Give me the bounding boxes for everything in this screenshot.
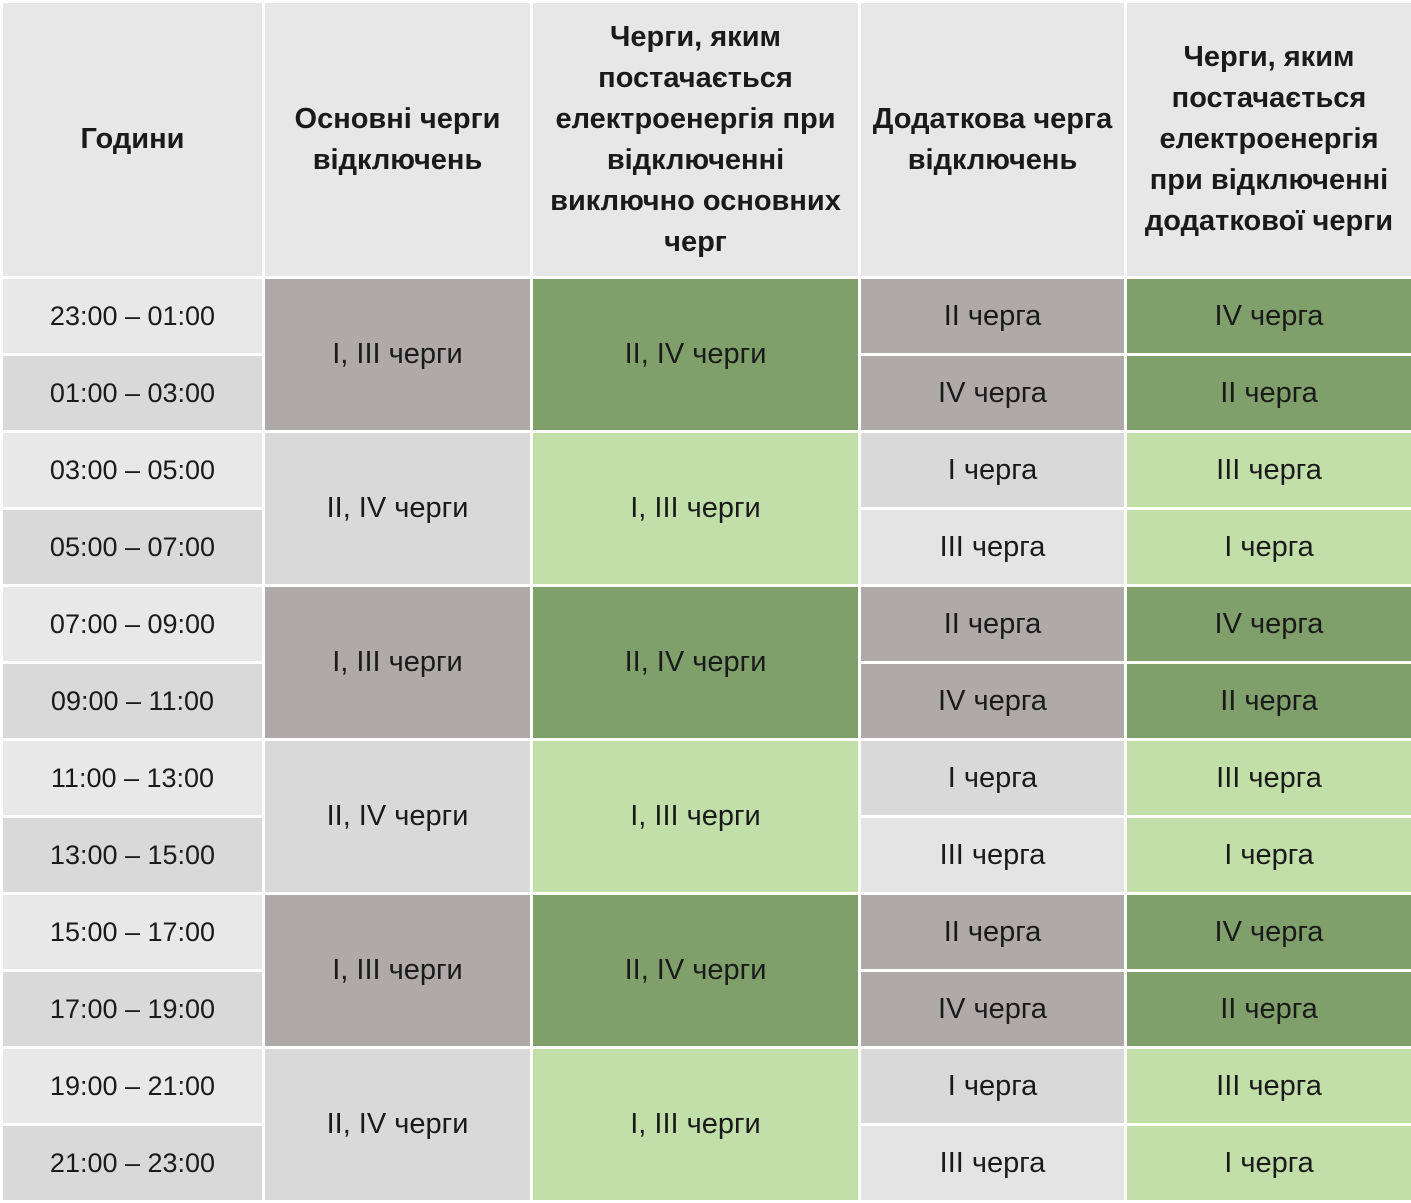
time-slot: 05:00 – 07:00 xyxy=(2,509,264,586)
extra-queue-cell: I черга xyxy=(860,1048,1126,1125)
supplied-extra-cell: II черга xyxy=(1126,663,1411,740)
supplied-main-cell: II, IV черги xyxy=(532,586,860,740)
time-slot: 03:00 – 05:00 xyxy=(2,432,264,509)
main-queues-cell: II, IV черги xyxy=(264,1048,532,1202)
time-slot: 23:00 – 01:00 xyxy=(2,278,264,355)
extra-queue-cell: II черга xyxy=(860,586,1126,663)
header-hours: Години xyxy=(2,2,264,278)
header-extra-queue: Додаткова черга відключень xyxy=(860,2,1126,278)
main-queues-cell: I, III черги xyxy=(264,894,532,1048)
table-row xyxy=(2,894,1411,971)
supplied-main-cell: II, IV черги xyxy=(532,894,860,1048)
time-slot: 15:00 – 17:00 xyxy=(2,894,264,971)
main-queues-cell: I, III черги xyxy=(264,278,532,432)
extra-queue-cell: III черга xyxy=(860,817,1126,894)
supplied-extra-cell: II черга xyxy=(1126,971,1411,1048)
supplied-extra-cell: IV черга xyxy=(1126,278,1411,355)
supplied-extra-cell: I черга xyxy=(1126,1125,1411,1202)
table-row xyxy=(2,432,1411,509)
supplied-main-cell: I, III черги xyxy=(532,740,860,894)
supplied-extra-cell: I черга xyxy=(1126,817,1411,894)
table-row xyxy=(2,586,1411,663)
time-slot: 01:00 – 03:00 xyxy=(2,355,264,432)
table-row xyxy=(2,740,1411,817)
time-slot: 17:00 – 19:00 xyxy=(2,971,264,1048)
extra-queue-cell: IV черга xyxy=(860,971,1126,1048)
main-queues-cell: I, III черги xyxy=(264,586,532,740)
main-queues-cell: II, IV черги xyxy=(264,432,532,586)
header-supplied-main: Черги, яким постачається електроенергія при відключенні виключно основних черг xyxy=(532,2,860,278)
time-slot: 21:00 – 23:00 xyxy=(2,1125,264,1202)
extra-queue-cell: I черга xyxy=(860,432,1126,509)
supplied-extra-cell: III черга xyxy=(1126,432,1411,509)
extra-queue-cell: I черга xyxy=(860,740,1126,817)
schedule-body xyxy=(2,278,1411,1202)
time-slot: 11:00 – 13:00 xyxy=(2,740,264,817)
supplied-main-cell: II, IV черги xyxy=(532,278,860,432)
supplied-extra-cell: II черга xyxy=(1126,355,1411,432)
table-row xyxy=(2,1048,1411,1125)
supplied-extra-cell: III черга xyxy=(1126,740,1411,817)
supplied-extra-cell: III черга xyxy=(1126,1048,1411,1125)
table-row xyxy=(2,278,1411,355)
time-slot: 13:00 – 15:00 xyxy=(2,817,264,894)
supplied-extra-cell: IV черга xyxy=(1126,586,1411,663)
time-slot: 09:00 – 11:00 xyxy=(2,663,264,740)
extra-queue-cell: II черга xyxy=(860,894,1126,971)
header-row xyxy=(2,2,1411,278)
main-queues-cell: II, IV черги xyxy=(264,740,532,894)
header-supplied-extra: Черги, яким постачається електроенергія при відключенні додаткової черги xyxy=(1126,2,1411,278)
supplied-main-cell: I, III черги xyxy=(532,1048,860,1202)
extra-queue-cell: IV черга xyxy=(860,663,1126,740)
supplied-main-cell: I, III черги xyxy=(532,432,860,586)
time-slot: 19:00 – 21:00 xyxy=(2,1048,264,1125)
extra-queue-cell: II черга xyxy=(860,278,1126,355)
header-main-queues: Основні черги відключень xyxy=(264,2,532,278)
time-slot: 07:00 – 09:00 xyxy=(2,586,264,663)
extra-queue-cell: III черга xyxy=(860,1125,1126,1202)
extra-queue-cell: IV черга xyxy=(860,355,1126,432)
supplied-extra-cell: I черга xyxy=(1126,509,1411,586)
supplied-extra-cell: IV черга xyxy=(1126,894,1411,971)
extra-queue-cell: III черга xyxy=(860,509,1126,586)
